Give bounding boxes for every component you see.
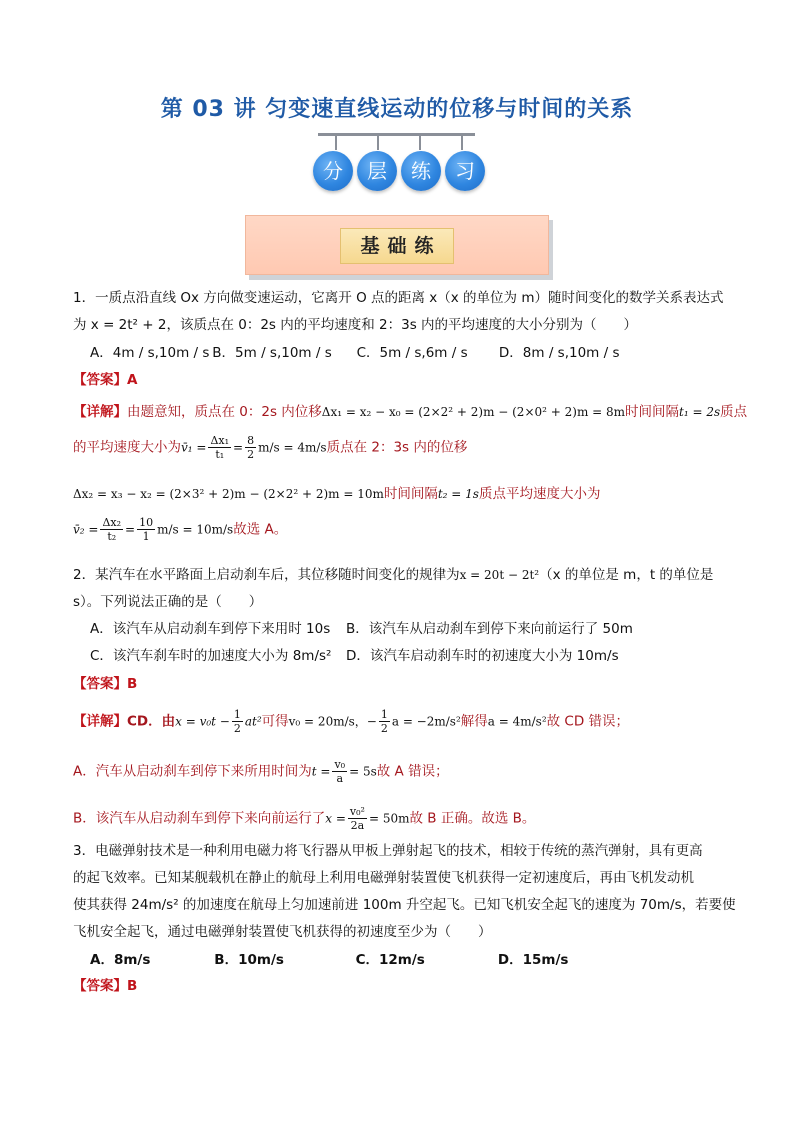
q3-stem-line4: 飞机安全起飞，通过电磁弹射装置使飞机获得的初速度至少为（ ）	[73, 924, 492, 940]
decorative-peg	[419, 134, 421, 150]
q2-stem-line1: 2．某汽车在水平路面上启动刹车后，其位移随时间变化的规律为x = 20t − 2t²（x 的单位是 m，t 的单位是	[73, 567, 714, 583]
q2-detail-line3: B．该汽车从启动刹车到停下来向前运行了x = $\frac{\text{v₀²}}{2a}$ = 50m故 B 正确。故选 B。	[73, 805, 536, 832]
decorative-bar	[318, 133, 475, 136]
q1-option-b: B．5m / s,10m / s	[212, 345, 332, 361]
q2-detail-line1: 【详解】CD．由x = v₀t − $\frac{1}{2}$ at²可得v₀ = 20m/s，− $\frac{1}{2}$ a = −2m/s²解得a = 4m/s²故 CD 错误；	[73, 708, 630, 735]
detail-label: 【详解】	[73, 713, 127, 730]
q3-stem-line3: 使其获得 24m/s² 的加速度在航母上匀加速前进 100m 升空起飞。已知飞机安全起飞的速度为 70m/s，若要使	[73, 897, 736, 913]
page-title: 第 03 讲 匀变速直线运动的位移与时间的关系	[160, 97, 634, 122]
badge-lian: 练	[401, 151, 441, 191]
q1-detail-line3: Δx₂ = x₃ − x₂ = (2×3² + 2)m − (2×2² + 2)m = 10m时间间隔t₂ = 1s质点平均速度大小为	[73, 486, 601, 502]
fraction: $\frac{1}{2}$	[233, 708, 241, 735]
q3-answer: 【答案】B	[73, 978, 138, 994]
badge-ceng: 层	[357, 151, 397, 191]
decorative-peg	[461, 134, 463, 150]
q1-answer: 【答案】A	[73, 372, 138, 388]
decorative-peg	[335, 134, 337, 150]
q3-options	[90, 951, 730, 969]
q1-detail-line2: 的平均速度大小为v̄₁ = $\frac{\text{Δx₁}}{\text{t₁}}$ = $\frac{8}{2}$ m/s = 4m/s质点在 2：3s 内的位移	[73, 434, 468, 461]
q3-option-a: A．8m/s	[90, 952, 151, 968]
q1-option-a: A．4m / s,10m / s	[90, 345, 210, 361]
fraction: $\frac{\text{Δx₂}}{\text{t₂}}$	[102, 516, 122, 543]
fraction: $\frac{8}{2}$	[247, 434, 255, 461]
q3-option-d: D．15m/s	[497, 952, 569, 968]
q2-answer: 【答案】B	[73, 676, 138, 692]
section-title: 基础练	[340, 228, 454, 264]
q1-options	[90, 344, 730, 362]
q1-option-c: C．5m / s,6m / s	[356, 345, 468, 361]
decorative-peg	[377, 134, 379, 150]
q2-options-row2	[90, 647, 619, 665]
fraction: $\frac{\text{Δx₁}}{\text{t₁}}$	[210, 434, 230, 461]
q2-option-b: B．该汽车从启动刹车到停下来向前运行了 50m	[346, 621, 633, 637]
q3-option-b: B．10m/s	[214, 952, 284, 968]
badge-xi: 习	[445, 151, 485, 191]
q1-stem-line1: 1．一质点沿直线 Ox 方向做变速运动，它离开 O 点的距离 x（x 的单位为 m）随时间变化的数学关系表达式	[73, 290, 724, 306]
q1-stem-line2: 为 x = 2t² + 2，该质点在 0：2s 内的平均速度和 2：3s 内的平均速度的大小分别为（ ）	[73, 317, 638, 333]
detail-label: 【详解】	[73, 404, 127, 420]
fraction: $\frac{\text{v₀²}}{2a}$	[349, 805, 365, 832]
q2-option-d: D．该汽车启动刹车时的初速度大小为 10m/s	[346, 648, 619, 664]
fraction: $\frac{1}{2}$	[380, 708, 388, 735]
q2-stem-line2: s）。下列说法正确的是（ ）	[73, 594, 263, 610]
badge-fen: 分	[313, 151, 353, 191]
fraction: $\frac{10}{1}$	[139, 516, 154, 543]
q1-option-d: D．8m / s,10m / s	[498, 345, 620, 361]
section-banner	[245, 215, 549, 275]
q3-stem-line1: 3．电磁弹射技术是一种利用电磁力将飞行器从甲板上弹射起飞的技术，相较于传统的蒸汽弹射，具有更高	[73, 843, 703, 859]
q2-options-row1	[90, 620, 633, 638]
q2-detail-line2: A．汽车从启动刹车到停下来所用时间为t = $\frac{\text{v₀}}{a}$ = 5s故 A 错误；	[73, 758, 449, 785]
q2-option-c: C．该汽车刹车时的加速度大小为 8m/s²	[90, 648, 332, 664]
q1-detail-line1: 【详解】由题意知，质点在 0：2s 内位移Δx₁ = x₂ − x₀ = (2×2² + 2)m − (2×0² + 2)m = 8m时间间隔t₁ = 2s质点	[73, 404, 748, 420]
q2-option-a: A．该汽车从启动刹车到停下来用时 10s	[90, 621, 331, 637]
q3-stem-line2: 的起飞效率。已知某舰载机在静止的航母上利用电磁弹射装置使飞机获得一定初速度后，再由飞机发动机	[73, 870, 694, 886]
q3-option-c: C．12m/s	[355, 952, 425, 968]
q1-detail-line4: v̄₂ = $\frac{\text{Δx₂}}{\text{t₂}}$ = $\frac{10}{1}$ m/s = 10m/s故选 A。	[73, 516, 288, 543]
fraction: $\frac{\text{v₀}}{a}$	[334, 758, 346, 785]
